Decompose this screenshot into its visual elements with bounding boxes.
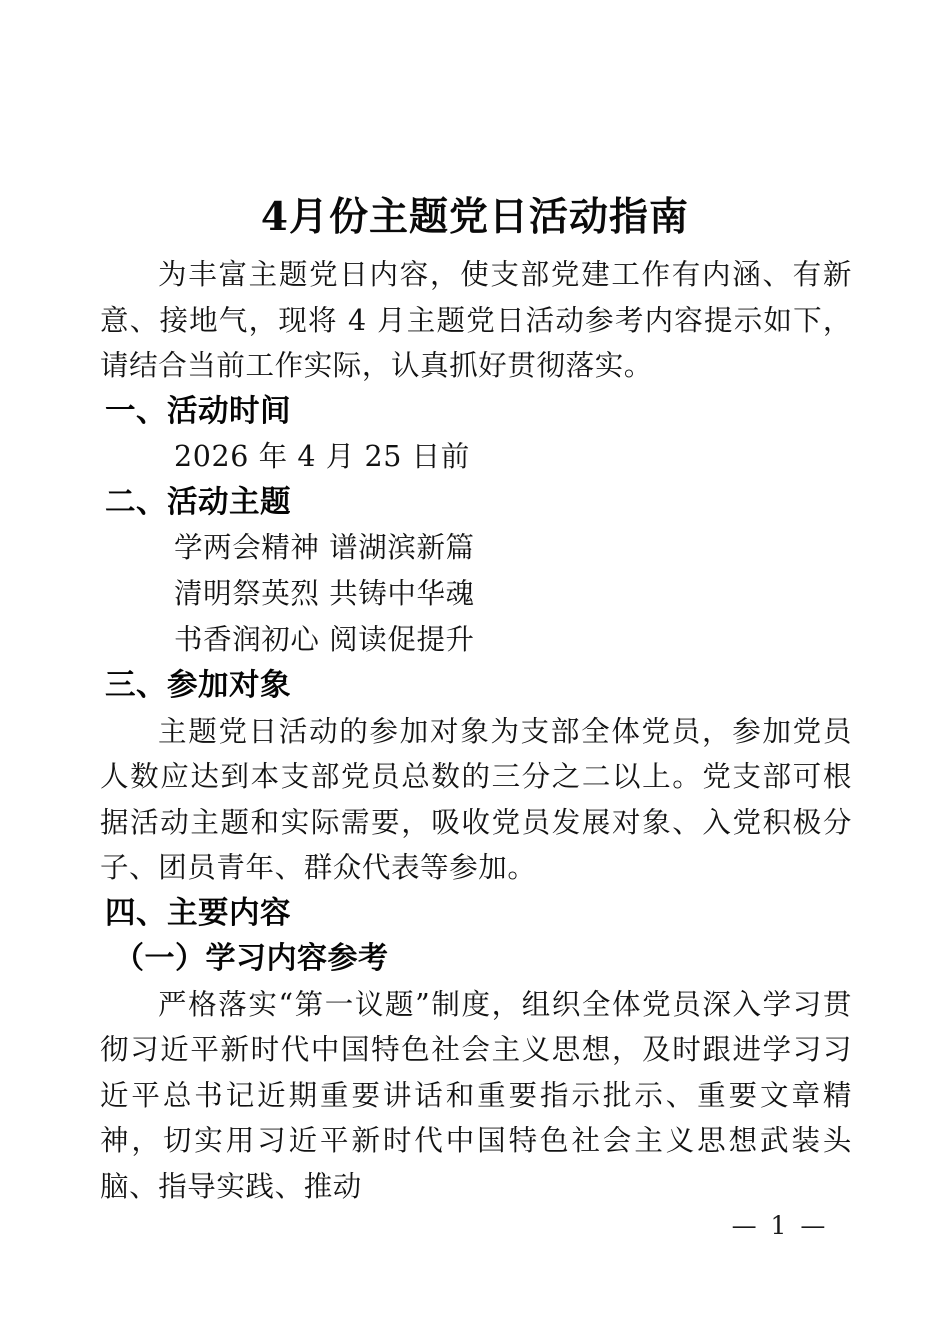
activity-theme-item: 书香润初心 阅读促提升: [174, 623, 475, 656]
section-heading-main-content: 四、主要内容: [105, 895, 291, 931]
section-heading-activity-time: 一、活动时间: [105, 393, 291, 429]
page-title: 4月份主题党日活动指南: [260, 194, 690, 241]
participants-paragraph: 主题党日活动的参加对象为支部全体党员，参加党员人数应达到本支部党员总数的三分之二以上。党支部可根据活动主题和实际需要，吸收党员发展对象、入党积极分子、团员青年、群众代表等参加。: [100, 714, 852, 884]
section-heading-activity-theme: 二、活动主题: [105, 484, 291, 520]
activity-theme-item: 清明祭英烈 共铸中华魂: [174, 577, 475, 610]
intro-paragraph: 为丰富主题党日内容，使支部党建工作有内涵、有新意、接地气，现将 4 月主题党日活动参考内容提示如下，请结合当前工作实际，认真抓好贯彻落实。: [100, 258, 852, 382]
study-content-paragraph: 严格落实“第一议题”制度，组织全体党员深入学习贯彻习近平新时代中国特色社会主义思想，及时跟进学习习近平总书记近期重要讲话和重要指示批示、重要文章精神，切实用习近平新时代中国特色社会主义思想武装头脑、指导实践、推动: [100, 987, 852, 1203]
section-heading-participants: 三、参加对象: [105, 668, 291, 703]
subsection-heading-study-content: （一）学习内容参考: [114, 941, 389, 976]
activity-time-value: 2026 年 4 月 25 日前: [174, 440, 470, 473]
document-body: [100, 252, 852, 1209]
page-number: — 1 —: [731, 1211, 829, 1240]
activity-theme-item: 学两会精神 谱湖滨新篇: [174, 531, 475, 564]
